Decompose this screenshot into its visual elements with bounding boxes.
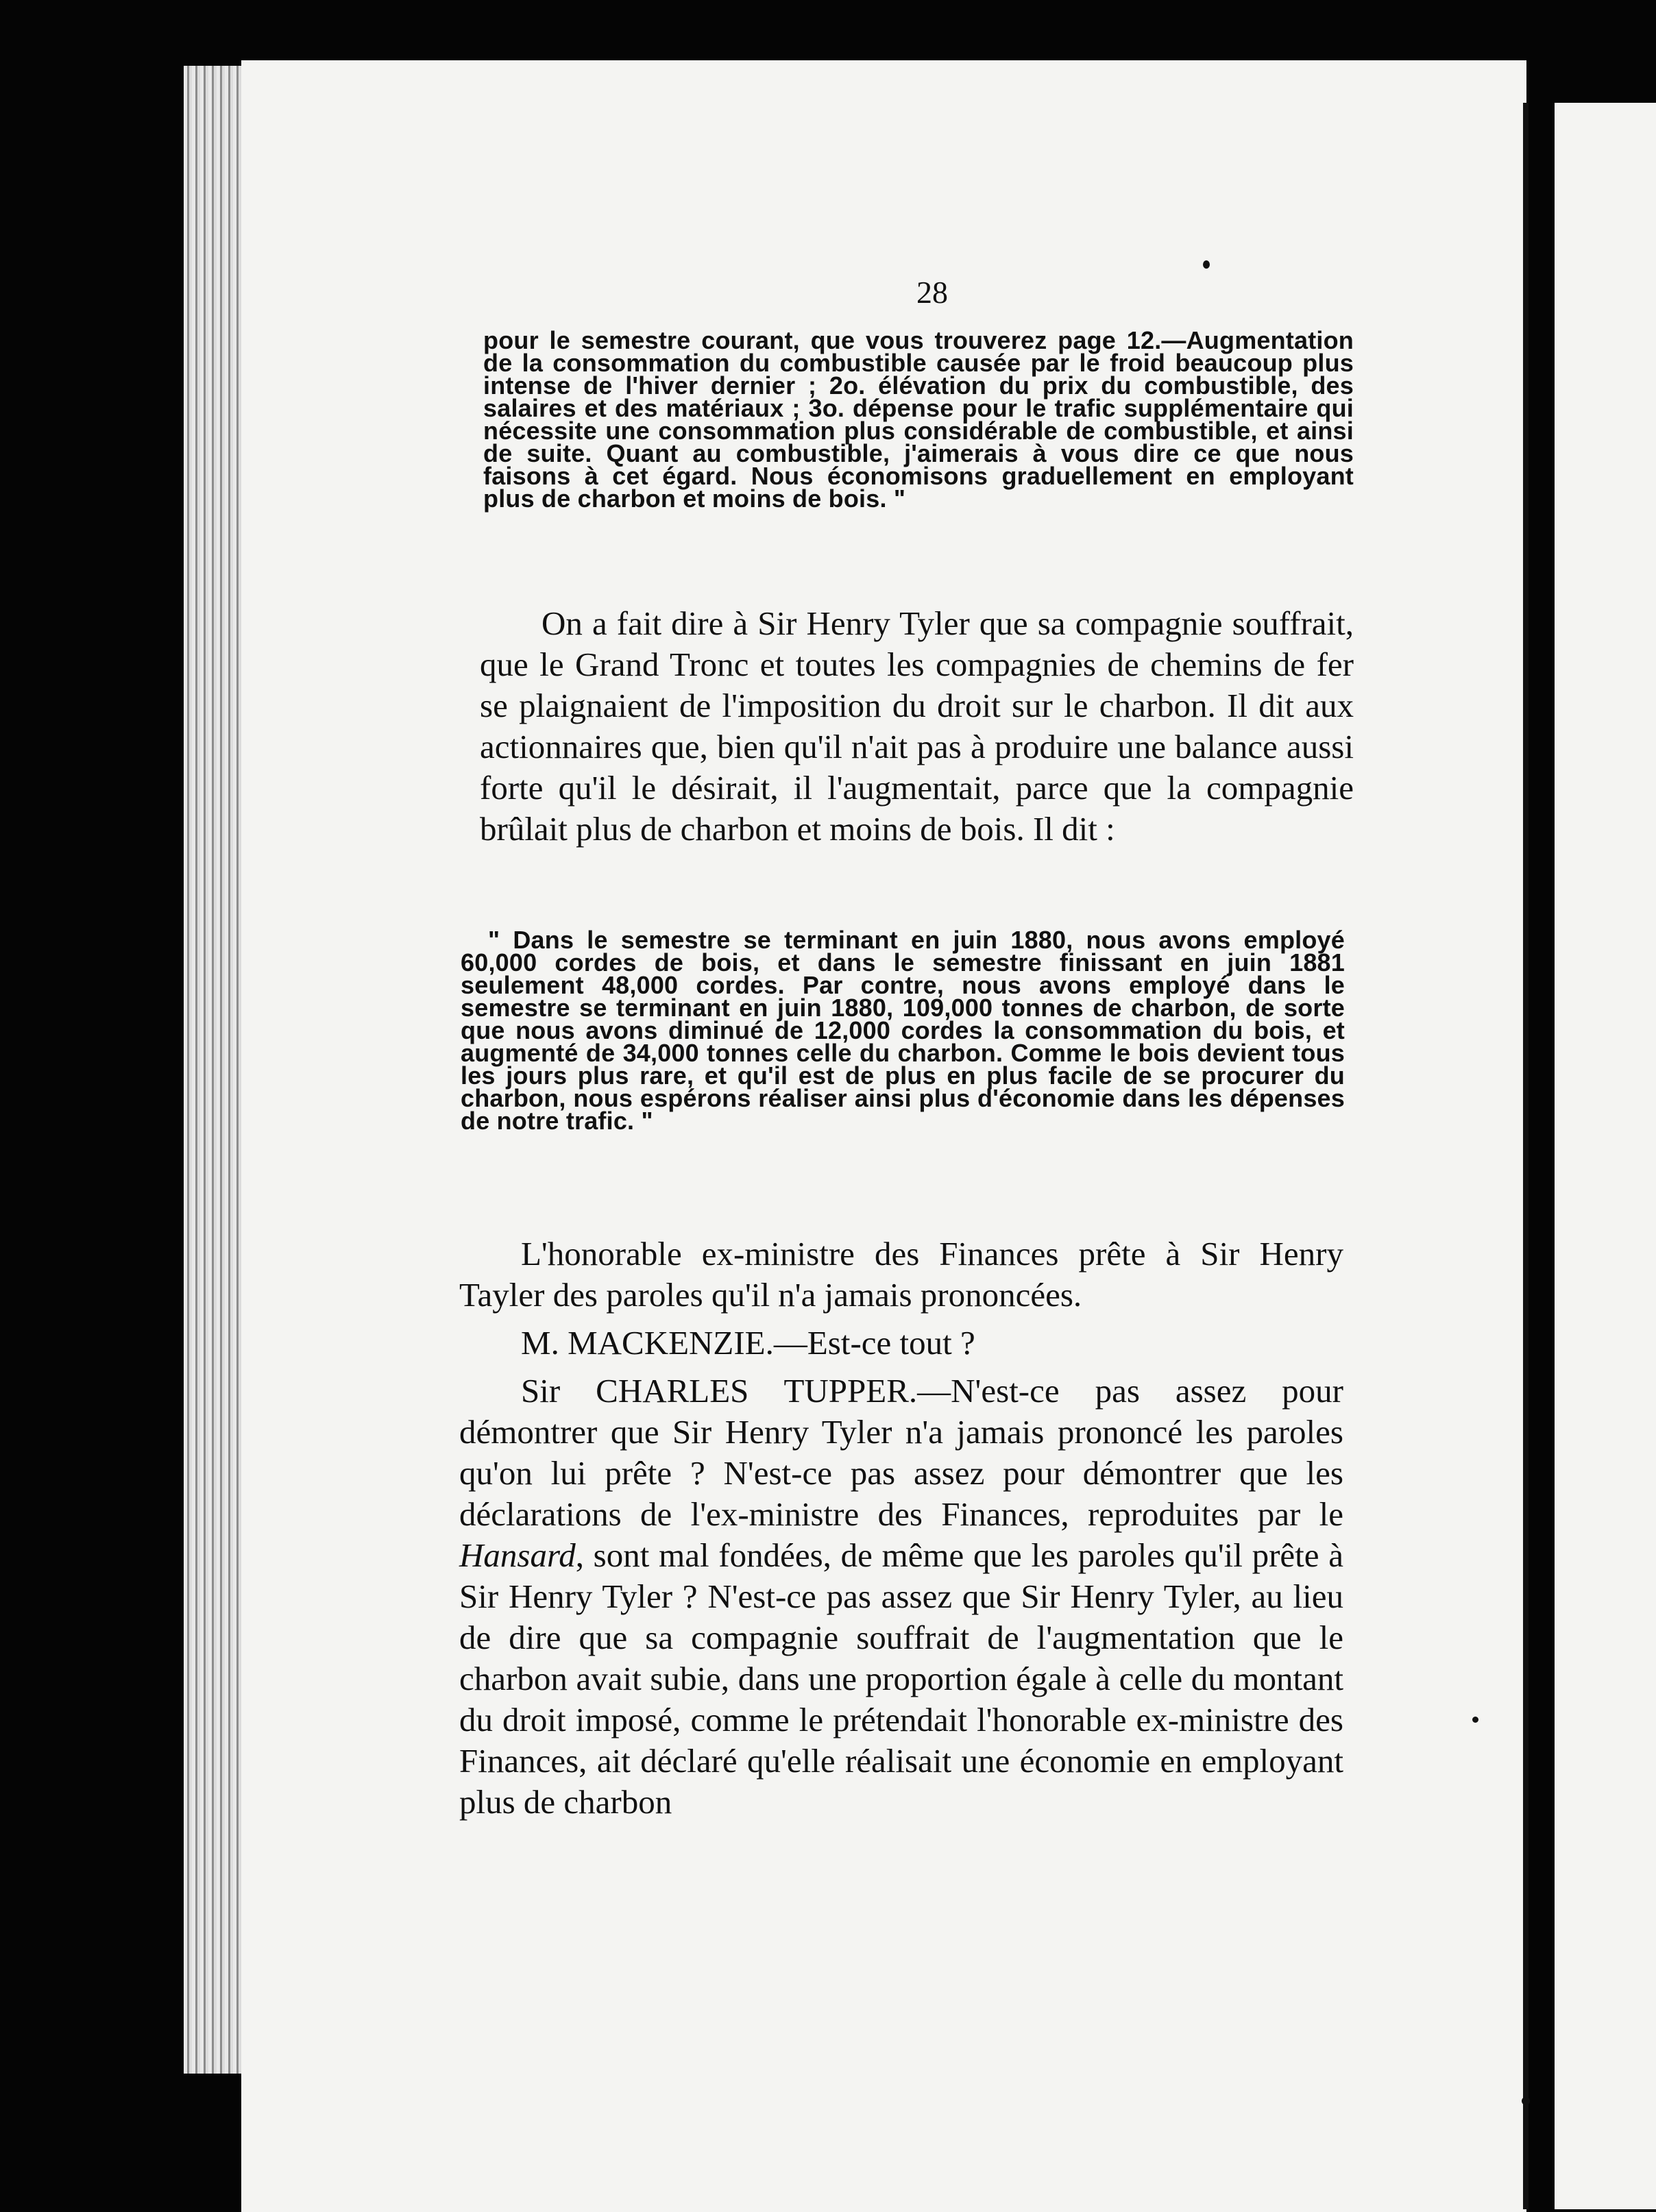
facing-page-edge xyxy=(1555,103,1656,2209)
speech-text: —Est-ce tout ? xyxy=(773,1324,975,1362)
speech-text-continued: , sont mal fondées, de même que les paroles qu'il prête à Sir Henry Tyler ? N'est-ce pas assez que Sir Henry Tyler, au lieu de dire que sa compagnie souffrait de l'augmentation que le charbon avait subie, dans une proportion égale à celle du montant du droit imposé, comme le prétendait l'honorable ex-ministre des Finances, ait déclaré qu'elle réalisait une économie en employant plus de charbon xyxy=(459,1536,1343,1821)
book-page-edges xyxy=(184,66,247,2074)
speaker-name: Sir CHARLES TUPPER. xyxy=(521,1372,918,1410)
speech-mackenzie xyxy=(459,1323,1343,1364)
ink-speck xyxy=(1522,2097,1530,2105)
page-gutter xyxy=(1523,103,1529,2209)
quote-block-2 xyxy=(461,926,1345,1135)
speech-tupper xyxy=(459,1371,1343,1823)
paragraph-tyler-claim xyxy=(480,603,1354,850)
quote-text-2: " Dans le semestre se terminant en juin 1880, nous avons employé 60,000 cordes de bois, et dans le semestre finissant en juin 1881 seulement 48,000 cordes. Par contre, nous avons employé dans le semestre se terminant en juin 1880, 109,000 tonnes de charbon, de sorte que nous avons diminué de 12,000 cordes la consommation du bois, et augmenté de 34,000 tonnes celle du charbon. Comme le bois devient tous les jours plus rare, et qu'il est de plus en plus facile de se procurer du charbon, nous espérons réaliser ainsi plus d'économie dans les dépenses de notre trafic. " xyxy=(461,926,1345,1135)
debate-section xyxy=(459,1233,1343,1823)
quote-block-1 xyxy=(483,326,1354,513)
ink-speck xyxy=(1203,260,1210,269)
paragraph-text: L'honorable ex-ministre des Finances prête à Sir Henry Tayler des paroles qu'il n'a jamais prononcées. xyxy=(459,1235,1343,1314)
paragraph-text: On a fait dire à Sir Henry Tyler que sa compagnie souffrait, que le Grand Tronc et toutes les compagnies de chemins de fer se plaignaient de l'imposition du droit sur le charbon. Il dit aux actionnaires que, bien qu'il n'ait pas à produire une balance aussi forte qu'il le désirait, il l'augmentait, parce que la compagnie brûlait plus de charbon et moins de bois. Il dit : xyxy=(480,604,1354,848)
quote-text-1: pour le semestre courant, que vous trouverez page 12.—Augmentation de la consommation du combustible causée par le froid beaucoup plus intense de l'hiver dernier ; 2o. élévation du prix du combustible, des salaires et des matériaux ; 3o. dépense pour le trafic supplémentaire qui nécessite une consommation plus considérable de combustible, et ainsi de suite. Quant au combustible, j'aimerais à vous dire ce que nous faisons à cet égard. Nous économisons graduellement en employant plus de charbon et moins de bois. " xyxy=(483,326,1354,513)
speaker-name: M. MACKENZIE. xyxy=(521,1324,774,1362)
page-number: 28 xyxy=(916,275,948,310)
speech-text: —N'est-ce pas assez pour démontrer que Sir Henry Tyler n'a jamais prononcé les paroles qu'on lui prête ? N'est-ce pas assez pour démontrer que les déclarations de l'ex-ministre des Finances, reproduites par le xyxy=(459,1372,1344,1533)
ink-speck xyxy=(1472,1717,1478,1723)
hansard-title: Hansard xyxy=(459,1536,576,1574)
